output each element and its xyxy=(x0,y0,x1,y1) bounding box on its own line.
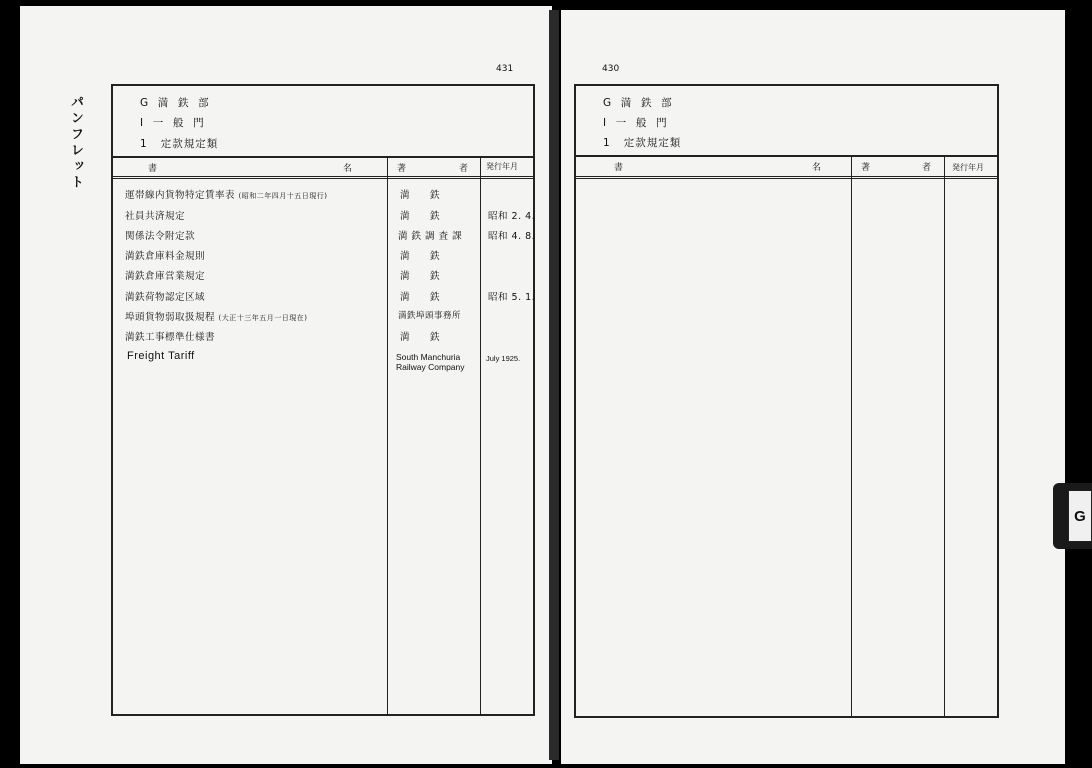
row-5-author: 満 鉄 xyxy=(400,271,441,282)
right-heading-category: 1 定款規定類 xyxy=(603,137,682,149)
right-col-author: 著 xyxy=(861,163,871,173)
right-header-bottom-rule2 xyxy=(574,178,999,179)
left-col-title2: 名 xyxy=(343,164,353,174)
row-6-title: 満鉄荷物認定区域 xyxy=(125,292,206,303)
right-page-number: 430 xyxy=(602,64,620,74)
row-9-title: Freight Tariff xyxy=(127,350,195,362)
left-col-date: 発行年月 xyxy=(486,162,518,171)
row-2-date: 昭和 2. 4. xyxy=(488,211,536,222)
left-heading-category: 1 定款規定類 xyxy=(140,138,219,150)
left-page-number: 431 xyxy=(496,64,514,74)
right-header-bottom-rule xyxy=(574,176,999,177)
left-header-bottom-rule2 xyxy=(111,178,535,179)
left-header-bottom-rule xyxy=(111,176,535,177)
book-spine xyxy=(549,10,559,760)
right-header-top-rule xyxy=(574,155,999,157)
row-4-title: 満鉄倉庫料金規則 xyxy=(125,251,206,262)
right-col-author2: 者 xyxy=(922,163,932,173)
left-header-top-rule xyxy=(111,156,535,158)
row-8-title: 満鉄工事標準仕様書 xyxy=(125,332,216,343)
left-heading-section: Ⅰ 一 般 門 xyxy=(140,117,205,129)
right-col-title2: 名 xyxy=(812,163,822,173)
left-col-divider-1 xyxy=(387,156,388,714)
row-2-title: 社員共済規定 xyxy=(125,211,186,222)
row-3-title: 関係法令附定款 xyxy=(125,231,196,242)
left-heading-dept: G 満 鉄 部 xyxy=(140,97,210,109)
right-col-date: 発行年月 xyxy=(952,163,984,172)
row-9-date: July 1925. xyxy=(486,354,521,363)
right-heading-section: Ⅰ 一 般 門 xyxy=(603,117,668,129)
left-col-divider-2 xyxy=(480,156,481,714)
left-col-author: 著 xyxy=(397,164,407,174)
row-7-author: 満鉄埠頭事務所 xyxy=(398,311,462,321)
right-col-title: 書 xyxy=(614,163,624,173)
row-6-date: 昭和 5. 1. xyxy=(488,292,536,303)
row-1-title: 運帯線内貨物特定賃率表 (昭和二年四月十五日現行) xyxy=(125,190,328,201)
row-8-author: 満 鉄 xyxy=(400,332,441,343)
right-table-frame xyxy=(574,84,999,718)
row-9-author-line2: Railway Company xyxy=(396,362,465,372)
side-title: パンフレット xyxy=(68,95,83,191)
index-tab-g[interactable]: G xyxy=(1068,490,1092,542)
row-4-author: 満 鉄 xyxy=(400,251,441,262)
row-5-title: 満鉄倉庫営業規定 xyxy=(125,271,206,282)
row-3-date: 昭和 4. 8. xyxy=(488,231,536,242)
row-2-author: 満 鉄 xyxy=(400,211,441,222)
row-7-title: 埠頭貨物弱取扱規程 (大正十三年五月一日現在) xyxy=(125,312,308,323)
left-col-title: 書 xyxy=(148,164,158,174)
row-9-author: South Manchuria xyxy=(396,352,461,362)
left-col-author2: 者 xyxy=(459,164,469,174)
row-3-author: 満 鉄 調 査 課 xyxy=(398,231,463,242)
row-6-author: 満 鉄 xyxy=(400,292,441,303)
right-col-divider-1 xyxy=(851,155,852,717)
right-heading-dept: G 満 鉄 部 xyxy=(603,97,673,109)
right-col-divider-2 xyxy=(944,155,945,717)
row-1-author: 満 鉄 xyxy=(400,190,441,201)
